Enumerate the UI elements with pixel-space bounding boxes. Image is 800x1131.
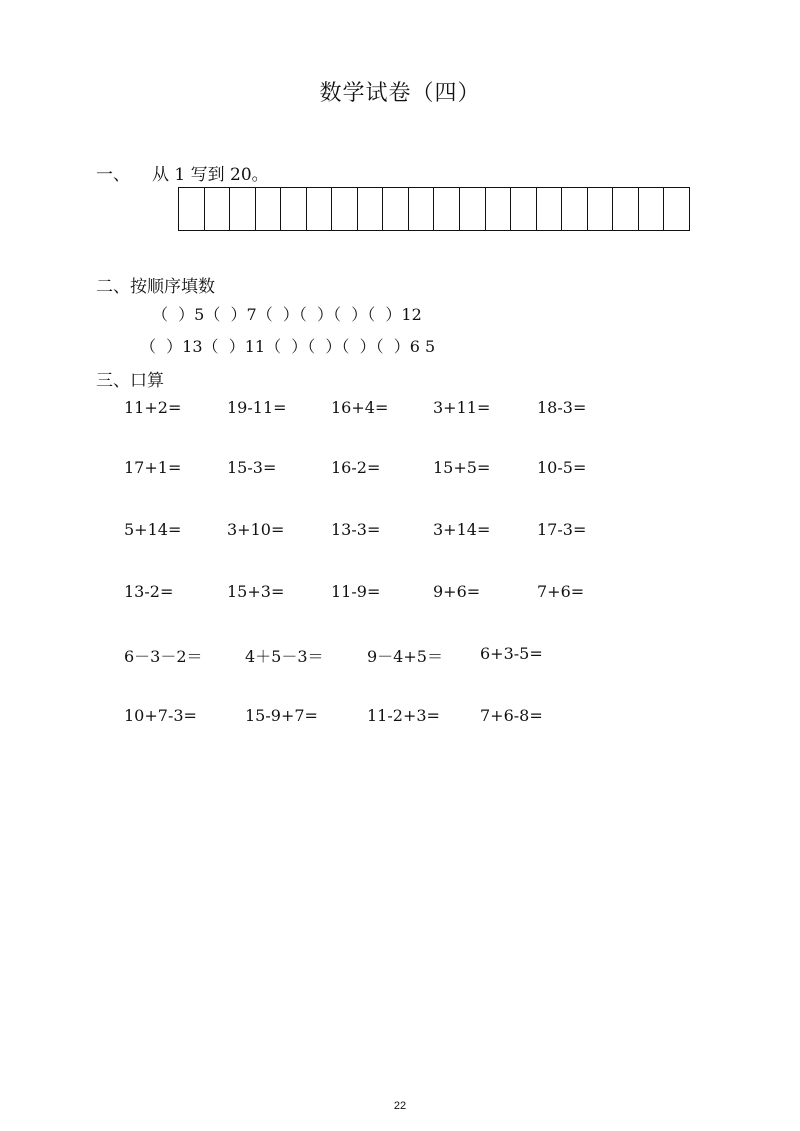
writing-box[interactable] [205,188,231,230]
writing-box[interactable] [562,188,588,230]
writing-box[interactable] [613,188,639,230]
calc-item: 7+6-8= [480,706,543,725]
writing-box[interactable] [383,188,409,230]
calc-item: 5+14= [124,520,182,539]
calc-item: 11-9= [331,582,381,601]
calc-item: 13-2= [124,582,174,601]
calc-item: 9－4+5＝ [367,647,443,666]
writing-box[interactable] [179,188,205,230]
writing-box[interactable] [230,188,256,230]
writing-box[interactable] [358,188,384,230]
calc-item: 17+1= [124,458,182,477]
section-2-heading: 二、按顺序填数 [96,277,215,297]
calc-item: 3+14= [433,520,491,539]
page-number: 22 [393,1100,407,1112]
calc-item: 7+6= [537,582,585,601]
section-1-heading [96,160,269,185]
page-title: 数学试卷（四） [319,81,481,106]
writing-box[interactable] [256,188,282,230]
writing-box[interactable] [409,188,435,230]
writing-box[interactable] [511,188,537,230]
calc-item: 4＋5－3＝ [245,647,324,666]
section-1-text: 从 1 写到 20。 [152,165,269,185]
sequence-line-1: （ ）5（ ）7（ ）（ ）（ ）（ ）12 [152,305,422,324]
writing-box[interactable] [281,188,307,230]
sequence-line-2: （ ）13（ ）11（ ）（ ）（ ）（ ）6 5 [140,337,436,356]
calc-item: 6－3－2＝ [124,647,203,666]
writing-box[interactable] [537,188,563,230]
writing-box[interactable] [664,188,689,230]
calc-item: 3+10= [227,520,285,539]
calc-item: 15-3= [227,458,277,477]
section-1-number: 一、 [96,165,130,185]
calc-item: 10-5= [537,458,587,477]
calc-item: 15-9+7= [245,706,318,725]
calc-item: 17-3= [537,520,587,539]
calc-item: 16+4= [331,398,389,417]
calc-item: 9+6= [433,582,481,601]
calc-item: 18-3= [537,398,587,417]
writing-box[interactable] [307,188,333,230]
calc-item: 11-2+3= [367,706,440,725]
calc-item: 19-11= [227,398,287,417]
section-3-heading: 三、口算 [96,371,164,391]
writing-box[interactable] [486,188,512,230]
calc-item: 15+5= [433,458,491,477]
calc-item: 13-3= [331,520,381,539]
calc-item: 15+3= [227,582,285,601]
writing-box[interactable] [460,188,486,230]
calc-item: 10+7-3= [124,706,197,725]
calc-item: 3+11= [433,398,491,417]
writing-box[interactable] [639,188,665,230]
writing-box[interactable] [588,188,614,230]
writing-box[interactable] [332,188,358,230]
writing-grid [178,187,690,231]
calc-item: 6+3-5= [480,644,543,663]
calc-item: 11+2= [124,398,182,417]
writing-box[interactable] [434,188,460,230]
calc-item: 16-2= [331,458,381,477]
